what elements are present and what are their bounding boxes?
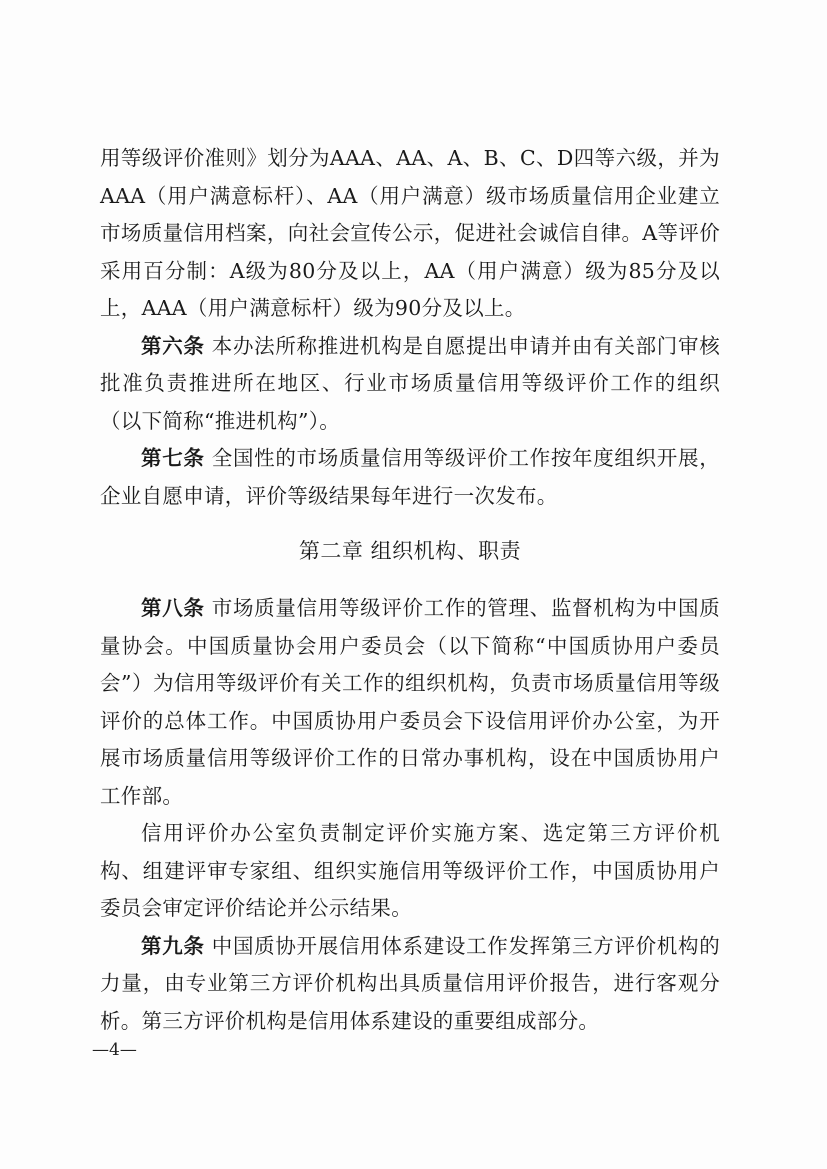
- article-8-paragraph: [100, 590, 720, 815]
- article-number: 第八条: [141, 596, 205, 620]
- article-number: 第七条: [141, 446, 205, 470]
- article-6-paragraph: [100, 328, 720, 441]
- paragraph-text: 中国质协开展信用体系建设工作发挥第三方评价机构的力量，由专业第三方评价机构出具质量信用评价报告，进行客观分析。第三方评价机构是信用体系建设的重要组成部分。: [100, 933, 720, 1033]
- article-9-paragraph: [100, 928, 720, 1041]
- paragraph-text: 用等级评价准则》划分为AAA、AA、A、B、C、D四等六级，并为AAA（用户满意标杆）、AA（用户满意）级市场质量信用企业建立市场质量信用档案，向社会宣传公示，促进社会诚信自律。A等评价采用百分制：A级为80分及以上，AA（用户满意）级为85分及以上，AAA（用户满意标杆）级为90分及以上。: [100, 146, 720, 320]
- office-duties-paragraph: [100, 815, 720, 928]
- page-number: —4—: [92, 1040, 137, 1060]
- article-number: 第九条: [141, 933, 205, 958]
- paragraph-text: 信用评价办公室负责制定评价实施方案、选定第三方评价机构、组建评审专家组、组织实施信用等级评价工作，中国质协用户委员会审定评价结论并公示结果。: [100, 821, 720, 920]
- paragraph-continuation: [100, 140, 720, 328]
- paragraph-text: 市场质量信用等级评价工作的管理、监督机构为中国质量协会。中国质量协会用户委员会（以下简称“中国质协用户委员会”）为信用等级评价有关工作的组织机构，负责市场质量信用等级评价的总体工作。中国质协用户委员会下设信用评价办公室，为开展市场质量信用等级评价工作的日常办事机构，设在中国质协用户工作部。: [100, 596, 720, 808]
- paragraph-text: 全国性的市场质量信用等级评价工作按年度组织开展，企业自愿申请，评价等级结果每年进行一次发布。: [100, 446, 720, 508]
- paragraph-text: 本办法所称推进机构是自愿提出申请并由有关部门审核批准负责推进所在地区、行业市场质量信用等级评价工作的组织（以下简称“推进机构”）。: [100, 333, 720, 433]
- document-body: [100, 140, 720, 1040]
- article-7-paragraph: [100, 440, 720, 515]
- article-number: 第六条: [141, 333, 205, 358]
- chapter-title: 第二章 组织机构、职责: [298, 539, 522, 563]
